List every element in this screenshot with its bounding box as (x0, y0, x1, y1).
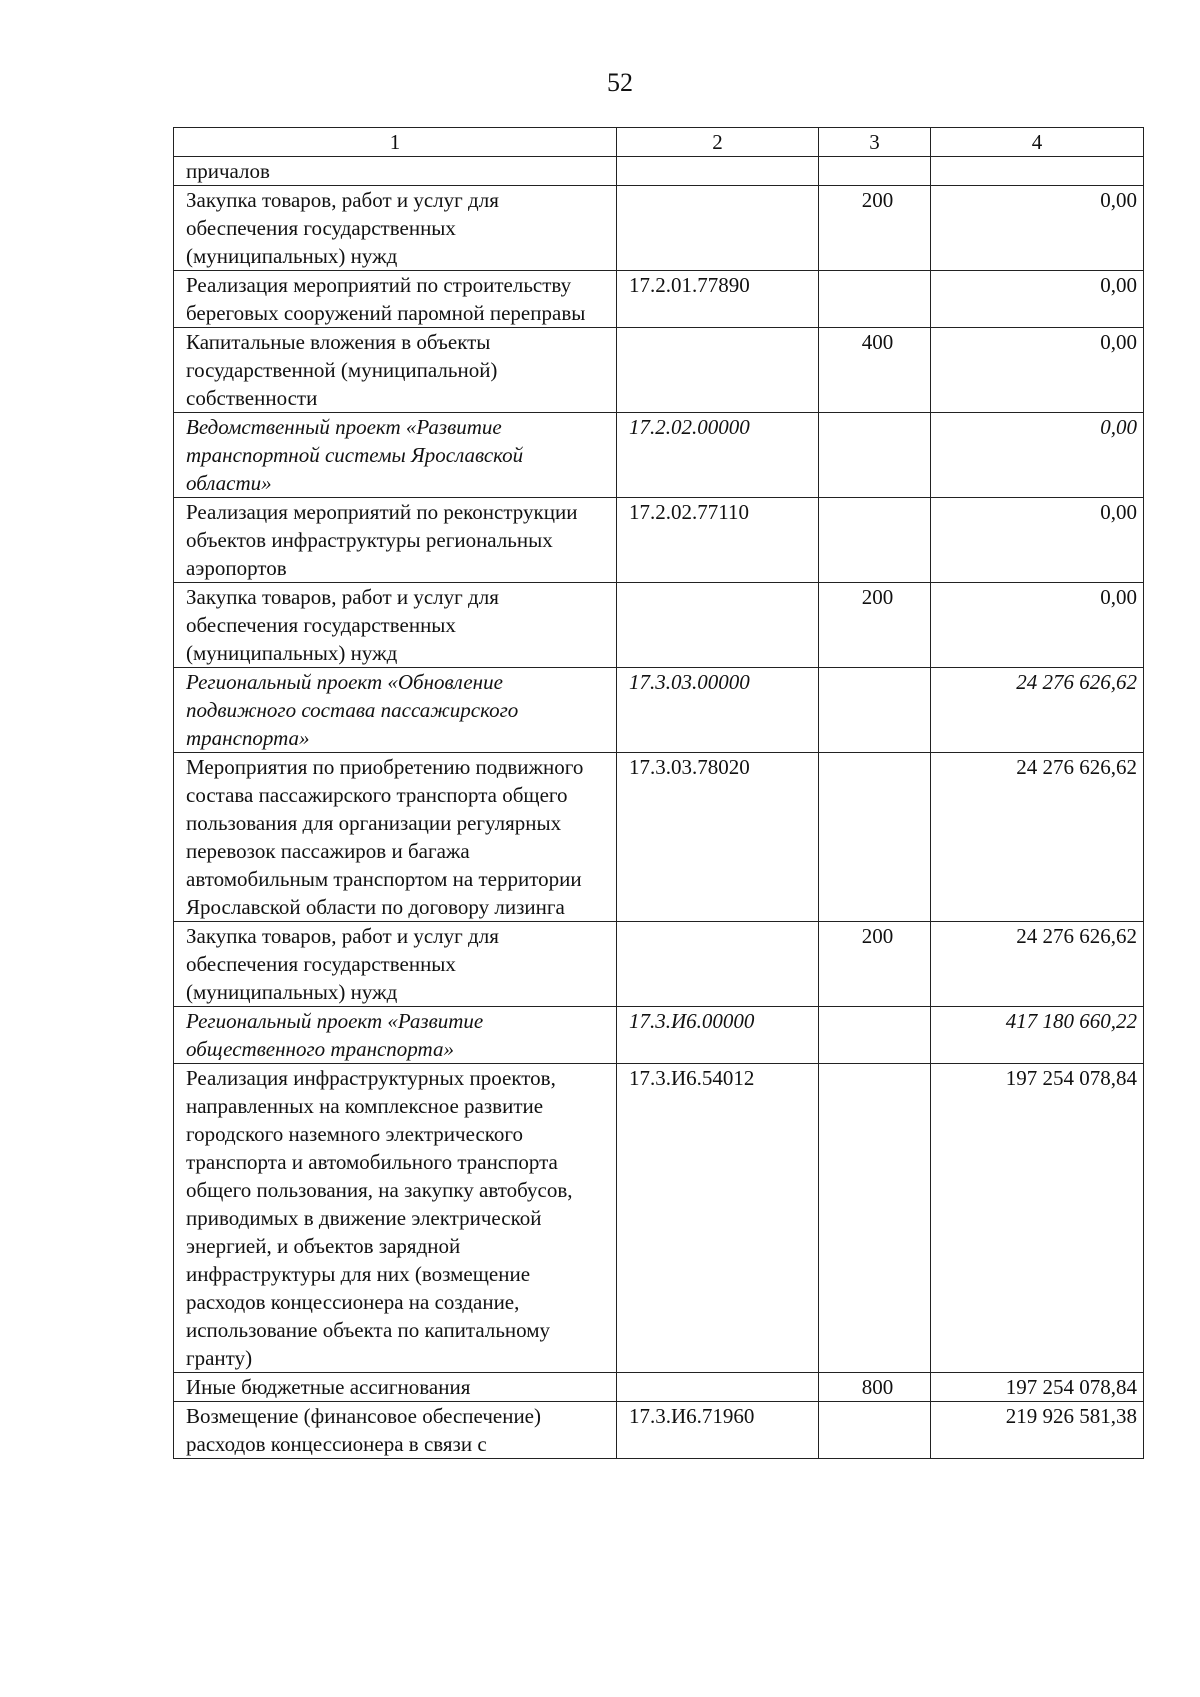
row-kind: 200 (819, 922, 931, 1007)
row-name: Иные бюджетные ассигнования (174, 1373, 617, 1402)
row-kind (819, 1007, 931, 1064)
row-name: Закупка товаров, работ и услуг для обеспечения государственных (муниципальных) нужд (174, 583, 617, 668)
row-kind (819, 157, 931, 186)
table-row-project (174, 1007, 1144, 1064)
table-row (174, 498, 1144, 583)
row-kind (819, 271, 931, 328)
table-row (174, 186, 1144, 271)
row-amount: 219 926 581,38 (931, 1402, 1144, 1459)
row-code: 17.2.01.77890 (617, 271, 819, 328)
row-name: Региональный проект «Обновление подвижного состава пассажирского транспорта» (174, 668, 617, 753)
row-amount: 197 254 078,84 (931, 1064, 1144, 1373)
row-code: 17.3.И6.54012 (617, 1064, 819, 1373)
row-kind: 400 (819, 328, 931, 413)
row-name: Закупка товаров, работ и услуг для обеспечения государственных (муниципальных) нужд (174, 186, 617, 271)
row-name: Реализация мероприятий по строительству береговых сооружений паромной переправы (174, 271, 617, 328)
row-code (617, 328, 819, 413)
row-code: 17.3.И6.00000 (617, 1007, 819, 1064)
table-row-project (174, 413, 1144, 498)
column-header-name: 1 (174, 128, 617, 157)
row-name: Реализация инфраструктурных проектов, направленных на комплексное развитие городского наземного электрического транспорта и автомобильного транспорта общего пользования, на закупку автобусов, приводимых в движение электрической энергией, и объектов зарядной инфраструктуры для них (возмещение расходов концессионера на создание, использование объекта по капитальному гранту) (174, 1064, 617, 1373)
row-code (617, 583, 819, 668)
column-header-amount: 4 (931, 128, 1144, 157)
row-amount: 417 180 660,22 (931, 1007, 1144, 1064)
header-row (174, 128, 1144, 157)
table-row (174, 271, 1144, 328)
row-amount: 0,00 (931, 186, 1144, 271)
row-name: Мероприятия по приобретению подвижного состава пассажирского транспорта общего пользования для организации регулярных перевозок пассажиров и багажа автомобильным транспортом на территории Ярославской области по договору лизинга (174, 753, 617, 922)
budget-table (173, 127, 1144, 1459)
row-amount: 197 254 078,84 (931, 1373, 1144, 1402)
row-kind: 800 (819, 1373, 931, 1402)
row-kind: 200 (819, 583, 931, 668)
row-amount: 24 276 626,62 (931, 922, 1144, 1007)
row-amount: 24 276 626,62 (931, 753, 1144, 922)
row-code: 17.3.И6.71960 (617, 1402, 819, 1459)
row-amount: 0,00 (931, 583, 1144, 668)
row-amount: 24 276 626,62 (931, 668, 1144, 753)
row-kind (819, 1064, 931, 1373)
row-code (617, 922, 819, 1007)
table-row-project (174, 668, 1144, 753)
table-row (174, 753, 1144, 922)
table-row (174, 157, 1144, 186)
row-code: 17.2.02.77110 (617, 498, 819, 583)
row-amount: 0,00 (931, 271, 1144, 328)
row-name: Региональный проект «Развитие общественного транспорта» (174, 1007, 617, 1064)
row-kind (819, 668, 931, 753)
row-kind (819, 413, 931, 498)
row-kind (819, 753, 931, 922)
column-header-kind: 3 (819, 128, 931, 157)
row-name: Закупка товаров, работ и услуг для обеспечения государственных (муниципальных) нужд (174, 922, 617, 1007)
row-amount: 0,00 (931, 413, 1144, 498)
row-name: Ведомственный проект «Развитие транспортной системы Ярославской области» (174, 413, 617, 498)
row-amount: 0,00 (931, 328, 1144, 413)
row-name: Возмещение (финансовое обеспечение) расходов концессионера в связи с (174, 1402, 617, 1459)
table-row (174, 1064, 1144, 1373)
row-kind: 200 (819, 186, 931, 271)
row-amount (931, 157, 1144, 186)
table-row (174, 922, 1144, 1007)
row-code (617, 1373, 819, 1402)
table-row (174, 583, 1144, 668)
row-code: 17.3.03.78020 (617, 753, 819, 922)
row-code (617, 157, 819, 186)
table-row (174, 1373, 1144, 1402)
row-name: Капитальные вложения в объекты государственной (муниципальной) собственности (174, 328, 617, 413)
row-code: 17.3.03.00000 (617, 668, 819, 753)
table-row (174, 1402, 1144, 1459)
row-kind (819, 498, 931, 583)
row-name: Реализация мероприятий по реконструкции объектов инфраструктуры региональных аэропортов (174, 498, 617, 583)
row-code (617, 186, 819, 271)
column-header-code: 2 (617, 128, 819, 157)
row-amount: 0,00 (931, 498, 1144, 583)
page-number: 52 (607, 68, 633, 97)
row-name: причалов (174, 157, 617, 186)
row-kind (819, 1402, 931, 1459)
table-row (174, 328, 1144, 413)
row-code: 17.2.02.00000 (617, 413, 819, 498)
